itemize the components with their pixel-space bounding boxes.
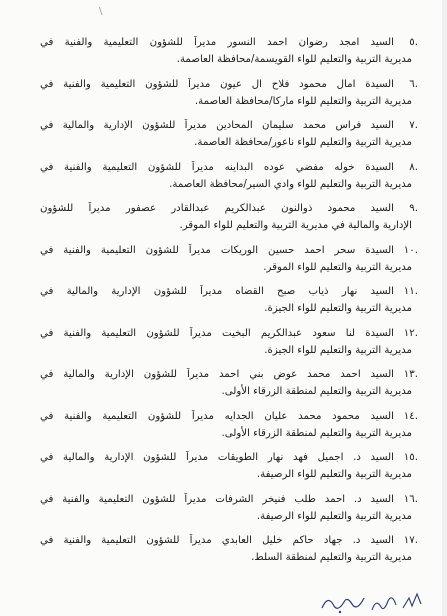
item-text-line-1: السيد احمد محمد عوض بني احمد مديراً للشؤون الإدارية والمالية في bbox=[40, 369, 394, 380]
list-item bbox=[40, 119, 418, 161]
item-text-line-1: السيد امجد رضوان احمد النسور مديراً للشؤون التعليمية والفنية في bbox=[40, 37, 394, 48]
item-text-line-2: الإدارية والمالية في مديرية التربية والتعليم للواء الموقر. bbox=[179, 220, 412, 231]
item-text-line-1: السيدة سحر احمد حسين الوريكات مديراً للشؤون التعليمية والفنية في bbox=[40, 244, 394, 256]
list-item bbox=[40, 327, 418, 369]
item-number: .٩ bbox=[409, 203, 418, 214]
item-first-line bbox=[40, 202, 418, 216]
item-number: .١٤ bbox=[403, 410, 418, 422]
item-first-line bbox=[40, 161, 418, 175]
item-text-line-2: مديرية التربية والتعليم للواء الموقر. bbox=[263, 261, 412, 273]
signature-1-icon bbox=[322, 598, 364, 608]
scan-edge bbox=[442, 0, 447, 616]
item-text-line-2: مديرية التربية والتعليم للواء ناعور/محافظة العاصمة. bbox=[194, 137, 412, 148]
item-text-line-2: مديرية التربية والتعليم لمنطقة السلط. bbox=[251, 552, 412, 563]
item-first-line bbox=[40, 78, 418, 92]
item-text-line-2: مديرية التربية والتعليم للواء الرصيفة. bbox=[256, 469, 412, 480]
item-first-line bbox=[40, 119, 418, 133]
item-text-line-1: السيدة امال محمود فلاح ال عيون مديراً للشؤون التعليمية والفنية في bbox=[40, 78, 394, 90]
list-item bbox=[40, 244, 418, 286]
item-first-line bbox=[40, 493, 418, 507]
item-text-line-1: السيد نهار ذياب صبح القضاه مديراً للشؤون الإدارية والمالية في bbox=[40, 286, 394, 297]
list-item bbox=[40, 493, 418, 535]
item-number: .٦ bbox=[409, 78, 418, 90]
item-first-line bbox=[40, 368, 418, 382]
list-item bbox=[40, 161, 418, 203]
item-number: .٧ bbox=[409, 120, 418, 131]
item-number: .٨ bbox=[409, 161, 418, 173]
item-first-line bbox=[40, 410, 418, 424]
item-number: .١٣ bbox=[403, 369, 418, 380]
item-first-line bbox=[40, 327, 418, 341]
signatures-area bbox=[0, 586, 447, 616]
item-text-line-1: السيدة لنا سعود عبدالكريم البخيت مديراً للشؤون التعليمية والفنية في bbox=[40, 327, 394, 339]
item-text-line-2: مديرية التربية والتعليم للواء ماركا/محافظة العاصمة. bbox=[194, 95, 412, 107]
list-item bbox=[40, 451, 418, 493]
item-text-line-1: السيد محمود ذوالنون عبدالكريم عبدالقادر عصفور مديراً للشؤون bbox=[40, 203, 394, 214]
item-text-line-2: مديرية التربية والتعليم للواء القويسمة/محافظة العاصمة. bbox=[176, 54, 412, 65]
item-first-line bbox=[40, 534, 418, 548]
list-item bbox=[40, 285, 418, 327]
list-item bbox=[40, 78, 418, 120]
item-number: .١١ bbox=[403, 286, 418, 297]
item-text-line-1: السيد فراس محمد سليمان المحادين مديراً للشؤون الإدارية والمالية في bbox=[40, 120, 394, 131]
item-text-line-1: السيد د. اجميل فهد نهار الطويقات مديراً للشؤون الإدارية والمالية في bbox=[40, 452, 394, 463]
item-first-line bbox=[40, 285, 418, 299]
signature-3-icon bbox=[403, 594, 421, 608]
item-first-line bbox=[40, 36, 418, 50]
signature-2-icon bbox=[372, 598, 396, 610]
item-number: .١٥ bbox=[403, 452, 418, 463]
item-text-line-1: السيدة خوله مفضي عوده البداينه مديراً للشؤون التعليمية والفنية في bbox=[40, 161, 394, 173]
top-mark: \ bbox=[99, 6, 103, 17]
item-number: .١٧ bbox=[403, 535, 418, 546]
item-text-line-2: مديرية التربية والتعليم لمنطقة الزرقاء الأولى. bbox=[221, 386, 412, 397]
item-text-line-2: مديرية التربية والتعليم للواء الجيزة. bbox=[264, 303, 412, 314]
item-number: .١٦ bbox=[403, 493, 418, 505]
item-text-line-2: مديرية التربية والتعليم للواء الرصيفة. bbox=[256, 510, 412, 522]
item-text-line-1: السيد محمود محمد عليان الجدايه مديراً للشؤون التعليمية والفنية في bbox=[40, 410, 394, 422]
item-text-line-1: السيد د. جهاد حاكم خليل العابدي مديراً للشؤون التعليمية والفنية في bbox=[40, 535, 394, 546]
list-item bbox=[40, 534, 418, 576]
item-first-line bbox=[40, 451, 418, 465]
appointments-list bbox=[40, 36, 418, 576]
item-text-line-2: مديرية التربية والتعليم للواء الجيزة. bbox=[264, 344, 412, 356]
list-item bbox=[40, 368, 418, 410]
item-text-line-2: مديرية التربية والتعليم للواء وادي السير/محافظة العاصمة. bbox=[169, 178, 412, 190]
list-item bbox=[40, 202, 418, 244]
item-text-line-1: السيد د. احمد طلب فنيخر الشرفات مديراً للشؤون التعليمية والفنية في bbox=[40, 493, 394, 505]
item-number: .٥ bbox=[409, 37, 418, 48]
list-item bbox=[40, 410, 418, 452]
list-item bbox=[40, 36, 418, 78]
item-number: .١٠ bbox=[403, 244, 418, 256]
item-first-line bbox=[40, 244, 418, 258]
item-number: .١٢ bbox=[403, 327, 418, 339]
item-text-line-2: مديرية التربية والتعليم لمنطقة الزرقاء الأولى. bbox=[221, 427, 412, 439]
